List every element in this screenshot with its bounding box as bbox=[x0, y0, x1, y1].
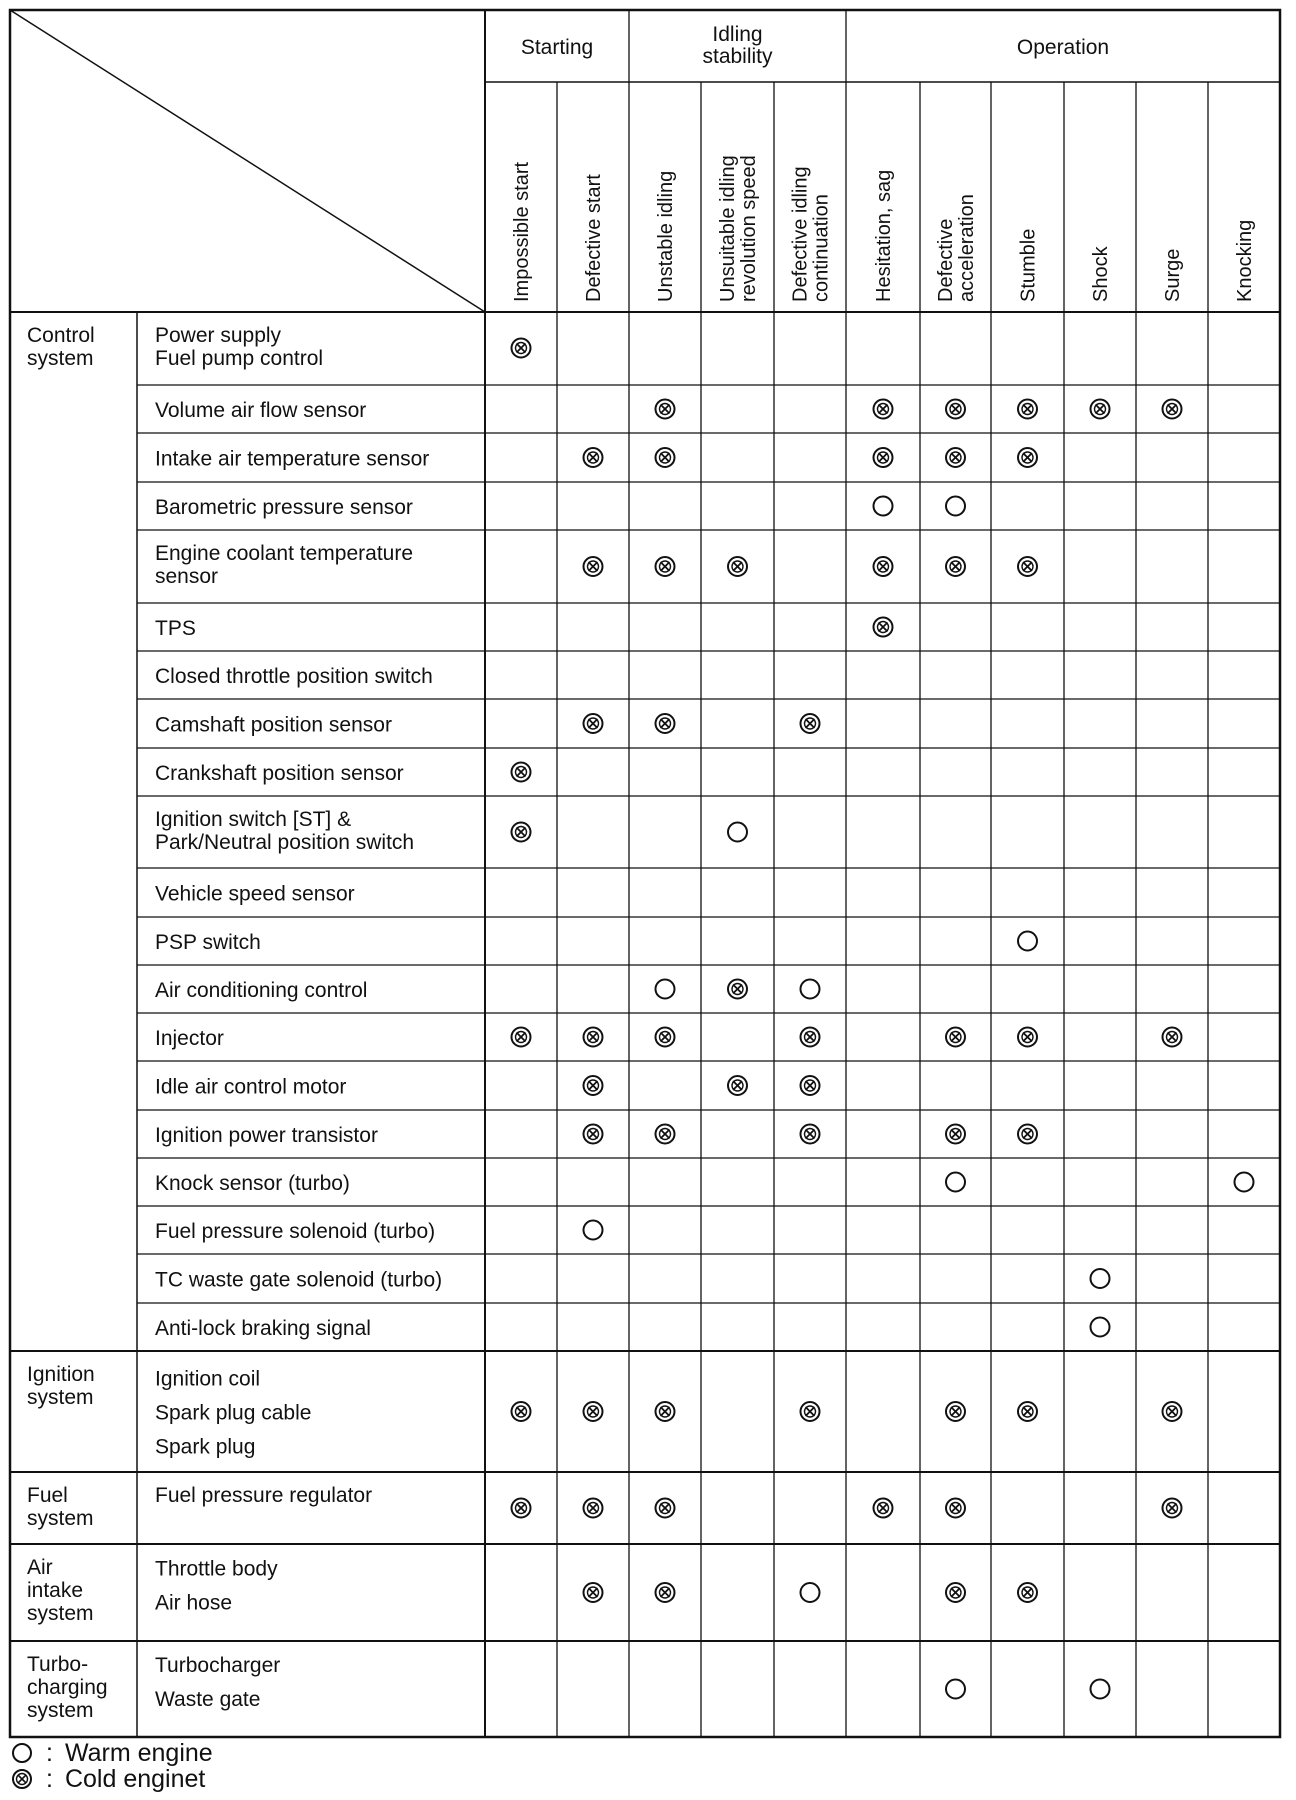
cold-engine-mark bbox=[1163, 1402, 1182, 1421]
warm-engine-mark bbox=[874, 497, 893, 516]
cold-engine-mark bbox=[946, 1125, 965, 1144]
cold-engine-mark bbox=[656, 1583, 675, 1602]
system-label: Fuel bbox=[27, 1484, 68, 1507]
cold-engine-mark bbox=[1018, 448, 1037, 467]
cold-engine-mark bbox=[512, 339, 531, 358]
cold-engine-mark bbox=[946, 557, 965, 576]
system-label: Turbo- bbox=[27, 1653, 89, 1676]
component-label: Fuel pressure solenoid (turbo) bbox=[155, 1220, 436, 1243]
column-header: Unstable idling bbox=[655, 170, 677, 302]
cold-engine-mark bbox=[874, 557, 893, 576]
cold-engine-mark bbox=[656, 1125, 675, 1144]
component-label: Crankshaft position sensor bbox=[155, 762, 404, 785]
cold-engine-mark bbox=[656, 1402, 675, 1421]
cold-engine-mark bbox=[584, 1499, 603, 1518]
warm-engine-mark bbox=[1091, 1318, 1110, 1337]
cold-engine-mark bbox=[584, 1028, 603, 1047]
warm-engine-mark bbox=[584, 1221, 603, 1240]
group-header: stability bbox=[702, 45, 773, 68]
component-label: Closed throttle position switch bbox=[155, 665, 433, 688]
cold-engine-mark bbox=[1163, 400, 1182, 419]
cold-engine-mark bbox=[1163, 1499, 1182, 1518]
warm-engine-mark bbox=[1018, 932, 1037, 951]
component-label: Air hose bbox=[155, 1591, 233, 1615]
cold-engine-mark bbox=[1091, 400, 1110, 419]
cold-engine-mark bbox=[1018, 1583, 1037, 1602]
cold-engine-mark bbox=[801, 1125, 820, 1144]
system-label: system bbox=[27, 347, 94, 370]
component-label: Camshaft position sensor bbox=[155, 713, 392, 737]
component-label: TC waste gate solenoid (turbo) bbox=[155, 1268, 443, 1292]
cold-engine-mark bbox=[946, 1499, 965, 1518]
group-header: Starting bbox=[520, 36, 594, 59]
column-header: acceleration bbox=[956, 194, 978, 302]
warm-engine-mark bbox=[1235, 1173, 1254, 1192]
warm-engine-mark bbox=[801, 980, 820, 999]
cold-engine-mark bbox=[656, 714, 675, 733]
cold-engine-mark bbox=[728, 1076, 747, 1095]
warm-engine-mark bbox=[656, 980, 675, 999]
corner-diagonal bbox=[10, 10, 485, 312]
component-label: Ignition switch [ST] & bbox=[155, 808, 352, 831]
cold-engine-mark bbox=[874, 448, 893, 467]
column-header: Shock bbox=[1090, 246, 1112, 302]
cold-engine-mark bbox=[584, 448, 603, 467]
legend-cold-text: Cold enginet bbox=[64, 1765, 206, 1793]
cold-crossed-circle-icon bbox=[10, 1766, 38, 1792]
cold-engine-mark bbox=[584, 1076, 603, 1095]
cold-engine-mark bbox=[1018, 557, 1037, 576]
cold-engine-mark bbox=[1018, 1028, 1037, 1047]
cold-engine-mark bbox=[946, 400, 965, 419]
system-label: charging bbox=[27, 1676, 108, 1699]
cold-engine-mark bbox=[584, 1125, 603, 1144]
cold-engine-mark bbox=[656, 557, 675, 576]
warm-engine-mark bbox=[1091, 1269, 1110, 1288]
cold-engine-mark bbox=[512, 1499, 531, 1518]
column-header: continuation bbox=[810, 194, 833, 302]
cold-engine-mark bbox=[584, 1402, 603, 1421]
component-label: Ignition power transistor bbox=[155, 1124, 378, 1147]
warm-engine-mark bbox=[801, 1583, 820, 1602]
warm-engine-mark bbox=[946, 1680, 965, 1699]
cold-engine-mark bbox=[874, 400, 893, 419]
column-header: Surge bbox=[1162, 248, 1184, 302]
cold-engine-mark bbox=[946, 1028, 965, 1047]
cold-engine-mark bbox=[1018, 1402, 1037, 1421]
warm-engine-mark bbox=[1091, 1680, 1110, 1699]
system-label: Control bbox=[27, 324, 95, 347]
cold-engine-mark bbox=[801, 1028, 820, 1047]
cold-engine-mark bbox=[801, 1402, 820, 1421]
cold-engine-mark bbox=[946, 448, 965, 467]
warm-engine-mark bbox=[728, 823, 747, 842]
column-header: Hesitation, sag bbox=[873, 169, 895, 302]
component-label: Spark plug bbox=[155, 1435, 256, 1459]
component-label: Intake air temperature sensor bbox=[155, 447, 430, 471]
component-label: sensor bbox=[155, 565, 219, 588]
legend-separator: : bbox=[46, 1739, 53, 1767]
cold-engine-mark bbox=[801, 714, 820, 733]
component-label: Barometric pressure sensor bbox=[155, 496, 413, 519]
component-label: Volume air flow sensor bbox=[155, 399, 367, 422]
warm-circle-icon bbox=[10, 1740, 38, 1766]
cold-engine-mark bbox=[584, 1583, 603, 1602]
warm-engine-mark bbox=[946, 1173, 965, 1192]
component-label: PSP switch bbox=[155, 931, 261, 954]
component-label: Engine coolant temperature bbox=[155, 542, 413, 565]
legend-row-warm bbox=[10, 1740, 213, 1766]
system-label: Air bbox=[27, 1556, 53, 1579]
component-label: Idle air control motor bbox=[155, 1075, 347, 1099]
component-label: Waste gate bbox=[155, 1688, 261, 1711]
cold-engine-mark bbox=[512, 1028, 531, 1047]
system-label: Ignition bbox=[27, 1363, 95, 1386]
component-label: Turbocharger bbox=[155, 1654, 281, 1677]
cold-engine-mark bbox=[946, 1402, 965, 1421]
legend-row-cold bbox=[10, 1766, 213, 1792]
group-header: Idling bbox=[712, 23, 763, 46]
system-label: intake bbox=[27, 1579, 84, 1602]
cold-engine-mark bbox=[874, 1499, 893, 1518]
group-header: Operation bbox=[1016, 36, 1110, 59]
legend bbox=[10, 1740, 213, 1792]
cold-engine-mark bbox=[728, 980, 747, 999]
cold-engine-mark bbox=[512, 763, 531, 782]
column-header: revolution speed bbox=[738, 155, 760, 302]
component-label: Fuel pump control bbox=[155, 347, 324, 370]
column-header: Defective start bbox=[583, 174, 605, 302]
warm-engine-mark bbox=[946, 497, 965, 516]
column-header: Stumble bbox=[1017, 228, 1040, 302]
legend-warm-text: Warm engine bbox=[64, 1739, 213, 1767]
cold-engine-mark bbox=[656, 1499, 675, 1518]
cold-engine-mark bbox=[801, 1076, 820, 1095]
cold-engine-mark bbox=[1018, 1125, 1037, 1144]
column-header: Defective idling bbox=[789, 166, 812, 302]
cold-engine-mark bbox=[512, 823, 531, 842]
component-label: Air conditioning control bbox=[155, 979, 368, 1002]
system-label: system bbox=[27, 1699, 94, 1722]
cold-engine-mark bbox=[584, 714, 603, 733]
component-label: Injector bbox=[155, 1027, 224, 1050]
system-label: system bbox=[27, 1507, 94, 1530]
column-header: Defective bbox=[935, 218, 957, 302]
column-header: Impossible start bbox=[511, 161, 533, 302]
cold-engine-mark bbox=[656, 1028, 675, 1047]
component-label: Anti-lock braking signal bbox=[155, 1317, 371, 1340]
cold-engine-mark bbox=[512, 1402, 531, 1421]
cold-engine-mark bbox=[584, 557, 603, 576]
column-header: Knocking bbox=[1234, 219, 1256, 302]
component-label: TPS bbox=[155, 617, 196, 640]
component-label: Power supply bbox=[155, 324, 282, 347]
cold-engine-mark bbox=[656, 400, 675, 419]
system-label: system bbox=[27, 1602, 94, 1625]
cold-engine-mark bbox=[946, 1583, 965, 1602]
cold-engine-mark bbox=[728, 557, 747, 576]
component-label: Park/Neutral position switch bbox=[155, 831, 415, 854]
legend-separator: : bbox=[46, 1765, 53, 1793]
cold-engine-mark bbox=[1018, 400, 1037, 419]
component-label: Knock sensor (turbo) bbox=[155, 1172, 350, 1195]
cold-engine-mark bbox=[874, 618, 893, 637]
cold-engine-mark bbox=[1163, 1028, 1182, 1047]
component-label: Spark plug cable bbox=[155, 1401, 312, 1425]
component-label: Fuel pressure regulator bbox=[155, 1484, 373, 1507]
component-label: Throttle body bbox=[155, 1557, 278, 1581]
component-label: Ignition coil bbox=[155, 1367, 261, 1391]
component-label: Vehicle speed sensor bbox=[155, 882, 355, 906]
column-header: Unsuitable idling bbox=[717, 155, 739, 302]
cold-engine-mark bbox=[656, 448, 675, 467]
system-label: system bbox=[27, 1386, 94, 1409]
